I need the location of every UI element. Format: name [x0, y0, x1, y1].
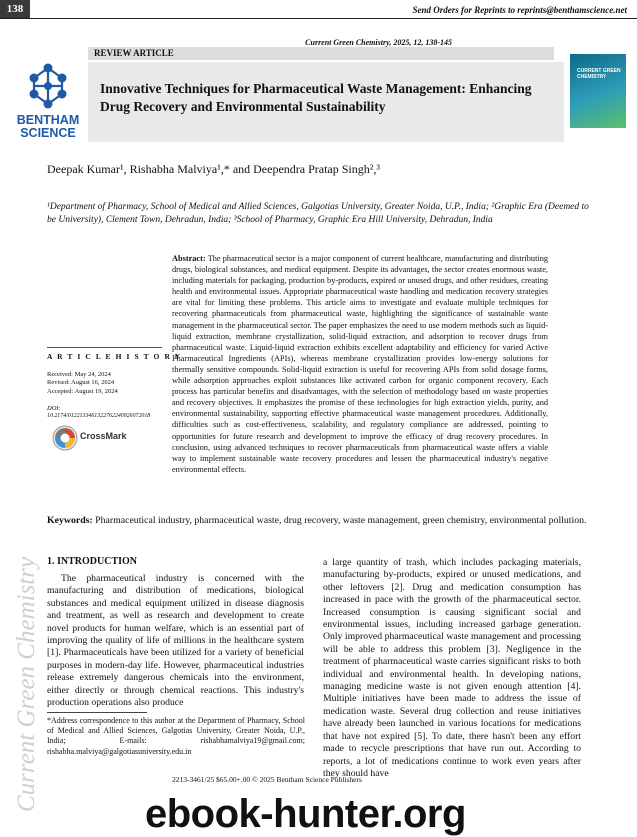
journal-cover-image [570, 54, 626, 128]
logo-text-line-2: SCIENCE [20, 126, 76, 140]
article-history [47, 371, 118, 396]
journal-reference: Current Green Chemistry, 2025, 12, 138-145 [305, 38, 452, 47]
crossmark-label: CrossMark [80, 431, 127, 441]
affiliations: ¹Department of Pharmacy, School of Medical and Allied Sciences, Galgotias University, Greater Noida, U.P., India; ²Graphic Era (Deemed to be University), Clement Town, Dehradun, India; ³School of Pharmacy, Graphic Era Hill University, Dehradun, India [47, 202, 589, 225]
molecule-icon [8, 62, 88, 114]
abstract [172, 253, 548, 475]
watermark-text: ebook-hunter.org [145, 792, 466, 836]
crossmark-icon [52, 425, 78, 451]
logo-text [8, 114, 88, 140]
doi-link[interactable]: 10.2174/0122133461322762240926072018 [47, 413, 151, 419]
article-type-bar: REVIEW ARTICLE [88, 47, 554, 60]
body-column-left: The pharmaceutical industry is concerned with the manufacturing and distribution of medications, biological substances and medical equipment utilized in disease diagnosis and treatment, as well as research and development to create novel products for human welfare, which is an essential part of improving the quality of life of millions in the healthcare system [1]. Pharmaceuticals have been utilized for a variety of beneficial purposes in modern-day life. However, pharmaceutical industries release extremely dangerous chemicals into the environment, either directly or through chemical reactions. This industry's production operations also produce [47, 573, 304, 709]
journal-sidebar [12, 472, 42, 817]
body-column-right: a large quantity of trash, which includes packaging materials, manufacturing by-products, expired or unused medications, and other leftovers [2]. Drug and medication consumption has increased in pace with the growth of the pharmaceutical sector. Increased consumption is causing significant social and environmental issues, including increased garbage generation. Only improved pharmaceutical waste management and processing will be able to address this problem [3]. Negligence in the treatment of pharmaceutical waste carries significant risks to both individual and environmental health. In developing nations, managing medicine waste is not given enough attention [4]. Multiple initiatives have been made to address the issue of medication waste. Several drug collection and reuse initiatives have already been launched in various locations for medications that have not expired [5]. To date, there hasn't been any effort made to recycle prescriptions that have run out. According to reports, a lot of medications continue to work even years after they should have [323, 557, 581, 779]
doi-label: DOI: [47, 405, 61, 412]
reprints-notice: Send Orders for Reprints to reprints@benthamscience.net [412, 5, 627, 15]
accepted-date: Accepted: August 19, 2024 [47, 387, 118, 395]
sidebar-svg [12, 472, 42, 817]
copyright-line: 2213-3461/25 $65.00+.00 © 2025 Bentham Science Publishers [172, 775, 362, 784]
journal-cover-label: CURRENT GREEN CHEMISTRY [577, 68, 621, 80]
logo-text-line-1: BENTHAM [16, 113, 80, 127]
correspondence-footnote: *Address correspondence to this author at the Department of Pharmacy, School of Medical and Allied Sciences, Galgotias University, Greater Noida, U.P., India; E-mails: rishabhamalviya19@gmail.com; rishabha.malviya@galgotiasuniversity.edu.in [47, 716, 305, 756]
received-date: Received: May 24, 2024 [47, 371, 111, 378]
abstract-text: The pharmaceutical sector is a major component of current healthcare, manufacturing and distributing drugs, biological substances, and medical equipment. Despite its advantages, the sector creates enormous waste, including materials for packaging, production by-products, expired or unused drugs, and other residues, creating health and environmental issues. Appropriate pharmaceutical waste handling and medication recovery strategies are vital for limiting these problems. This article aims to investigate and evaluate multiple techniques for recovering pharmaceuticals from pharmaceutical waste, highlighting the significance of sustainable waste management in the pharmaceutical sector. The paper emphasizes the need to use modern methods such as liquid-liquid extraction, membrane crystallization, solid-liquid extraction, and adsorption to recover drugs from pharmaceutical waste. Liquid-liquid extraction exhibits excellent adaptability and efficiency for varied Active Pharmaceutical Ingredients (APIs), whereas membrane crystallization provides low-energy solutions for thermally sensitive compounds. Solid-liquid extraction is useful for recovering APIs from solid dosage forms, while adsorption approaches exploit substances like activated carbon for organic component recovery. Each process has particular benefits and disadvantages, with the selection of methodology based on waste properties and recovery objectives. It emphasizes the promise of these technologies for high extraction yields, purity, and environmental sustainability, supporting effective pharmaceutical waste management procedures. Additionally, difficulties such as cost-effectiveness, scalability, and regulatory compliance are addressed, pointing to opportunities for future research and development to improve the efficacy of drug recovery procedures. In conclusion, using advanced techniques to recover pharmaceuticals from pharmaceutical waste offers a viable way to implement sustainable waste recovery procedures and lessen the pharmaceutical industry's negative environmental effects. [172, 254, 548, 474]
abstract-label: Abstract: [172, 254, 206, 263]
footnote-rule [47, 712, 147, 713]
header-rule [0, 18, 637, 19]
sidebar-journal-name: Current Green Chemistry [13, 556, 40, 812]
keywords [47, 515, 592, 527]
page-number: 138 [0, 0, 30, 18]
authors: Deepak Kumar¹, Rishabha Malviya¹,* and Deependra Pratap Singh²,³ [47, 162, 380, 176]
article-title: Innovative Techniques for Pharmaceutical Waste Management: Enhancing Drug Recovery and Environmental Sustainability [100, 81, 532, 114]
keywords-text: Pharmaceutical industry, pharmaceutical waste, drug recovery, waste management, green chemistry, environmental pollution. [95, 515, 587, 526]
history-rule [47, 347, 162, 348]
section-heading-introduction: 1. INTRODUCTION [47, 556, 138, 567]
revised-date: Revised: August 16, 2024 [47, 379, 115, 387]
article-history-heading: A R T I C L E H I S T O R Y [47, 352, 182, 361]
keywords-label: Keywords: [47, 515, 93, 526]
